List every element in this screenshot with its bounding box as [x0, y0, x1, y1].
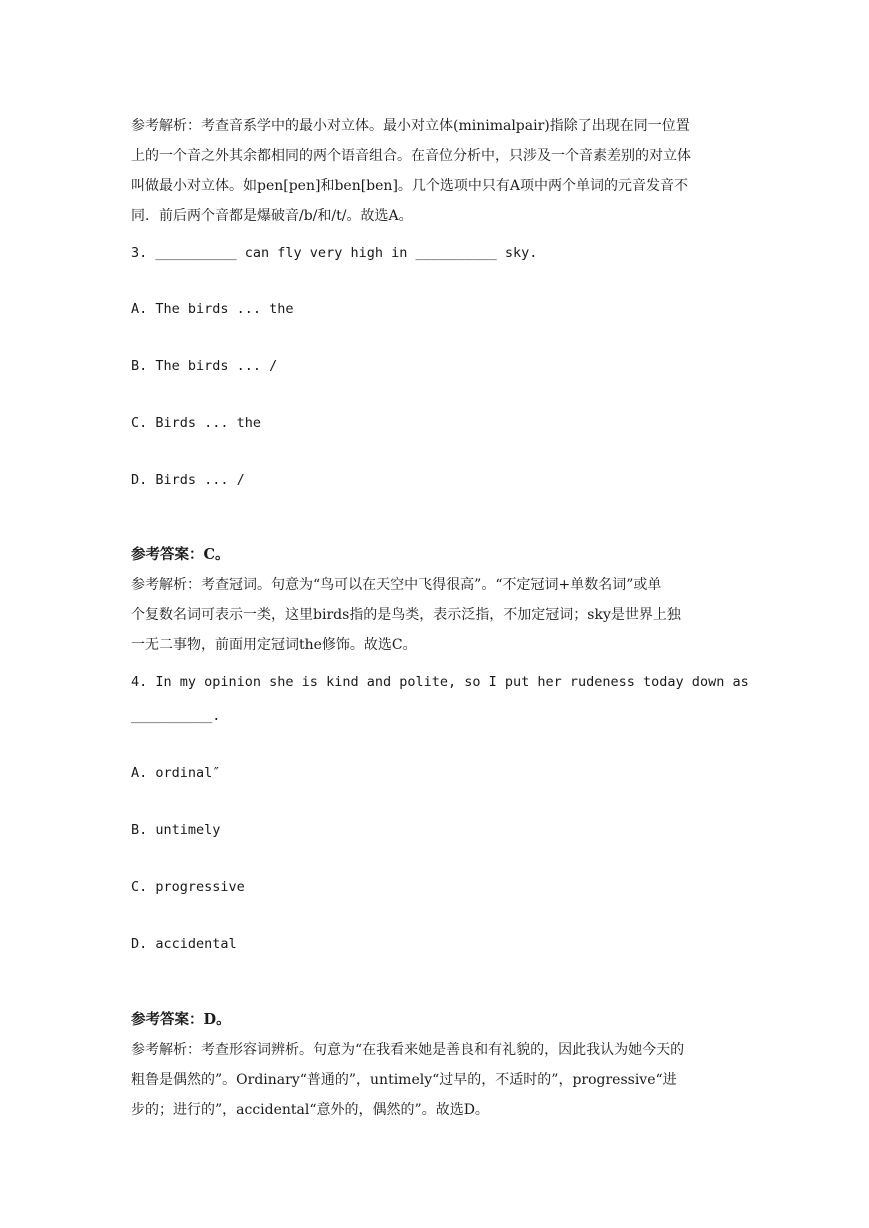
question-3-answer: 参考答案：C。 — [131, 546, 230, 563]
analysis-line: 一无二事物，前面用定冠词the修饰。故选C。 — [131, 637, 417, 653]
question-4-option-c: C. progressive — [131, 879, 245, 895]
question-3-stem: 3. __________ can fly very high in __________ sky. — [131, 245, 538, 261]
question-4-answer: 参考答案：D。 — [131, 1011, 231, 1028]
analysis-line: 粗鲁是偶然的”。Ordinary“普通的”，untimely“过早的，不适时的”，progressive“进 — [131, 1072, 677, 1088]
analysis-line: 参考解析：考查音系学中的最小对立体。最小对立体(minimalpair)指除了出现在同一位置 — [131, 118, 690, 134]
analysis-line: 上的一个音之外其余都相同的两个语音组合。在音位分析中，只涉及一个音素差别的对立体 — [131, 148, 691, 164]
question-4-option-b: B. untimely — [131, 822, 221, 838]
analysis-line: 参考解析：考查冠词。句意为“鸟可以在天空中飞得很高”。“不定冠词+单数名词”或单 — [131, 577, 662, 593]
question-3-option-a: A. The birds ... the — [131, 301, 294, 317]
question-3-option-d: D. Birds ... / — [131, 472, 245, 488]
analysis-line: 步的；进行的”，accidental“意外的，偶然的”。故选D。 — [131, 1102, 489, 1118]
question-4-option-a: A. ordinal″ — [131, 765, 221, 781]
question-3-option-b: B. The birds ... / — [131, 358, 278, 374]
analysis-line: 叫做最小对立体。如pen[pen]和ben[ben]。几个选项中只有A项中两个单词的元音发音不 — [131, 178, 689, 194]
question-4-stem-continued: __________. — [131, 708, 221, 724]
question-4-stem: 4. In my opinion she is kind and polite, so I put her rudeness today down as — [131, 674, 749, 690]
analysis-line: 同．前后两个音都是爆破音/b/和/t/。故选A。 — [131, 208, 413, 224]
analysis-line: 个复数名词可表示一类，这里birds指的是鸟类，表示泛指，不加定冠词；sky是世界上独 — [131, 607, 681, 623]
analysis-line: 参考解析：考查形容词辨析。句意为“在我看来她是善良和有礼貌的，因此我认为她今天的 — [131, 1042, 685, 1058]
question-4-option-d: D. accidental — [131, 936, 237, 952]
question-3-option-c: C. Birds ... the — [131, 415, 262, 431]
